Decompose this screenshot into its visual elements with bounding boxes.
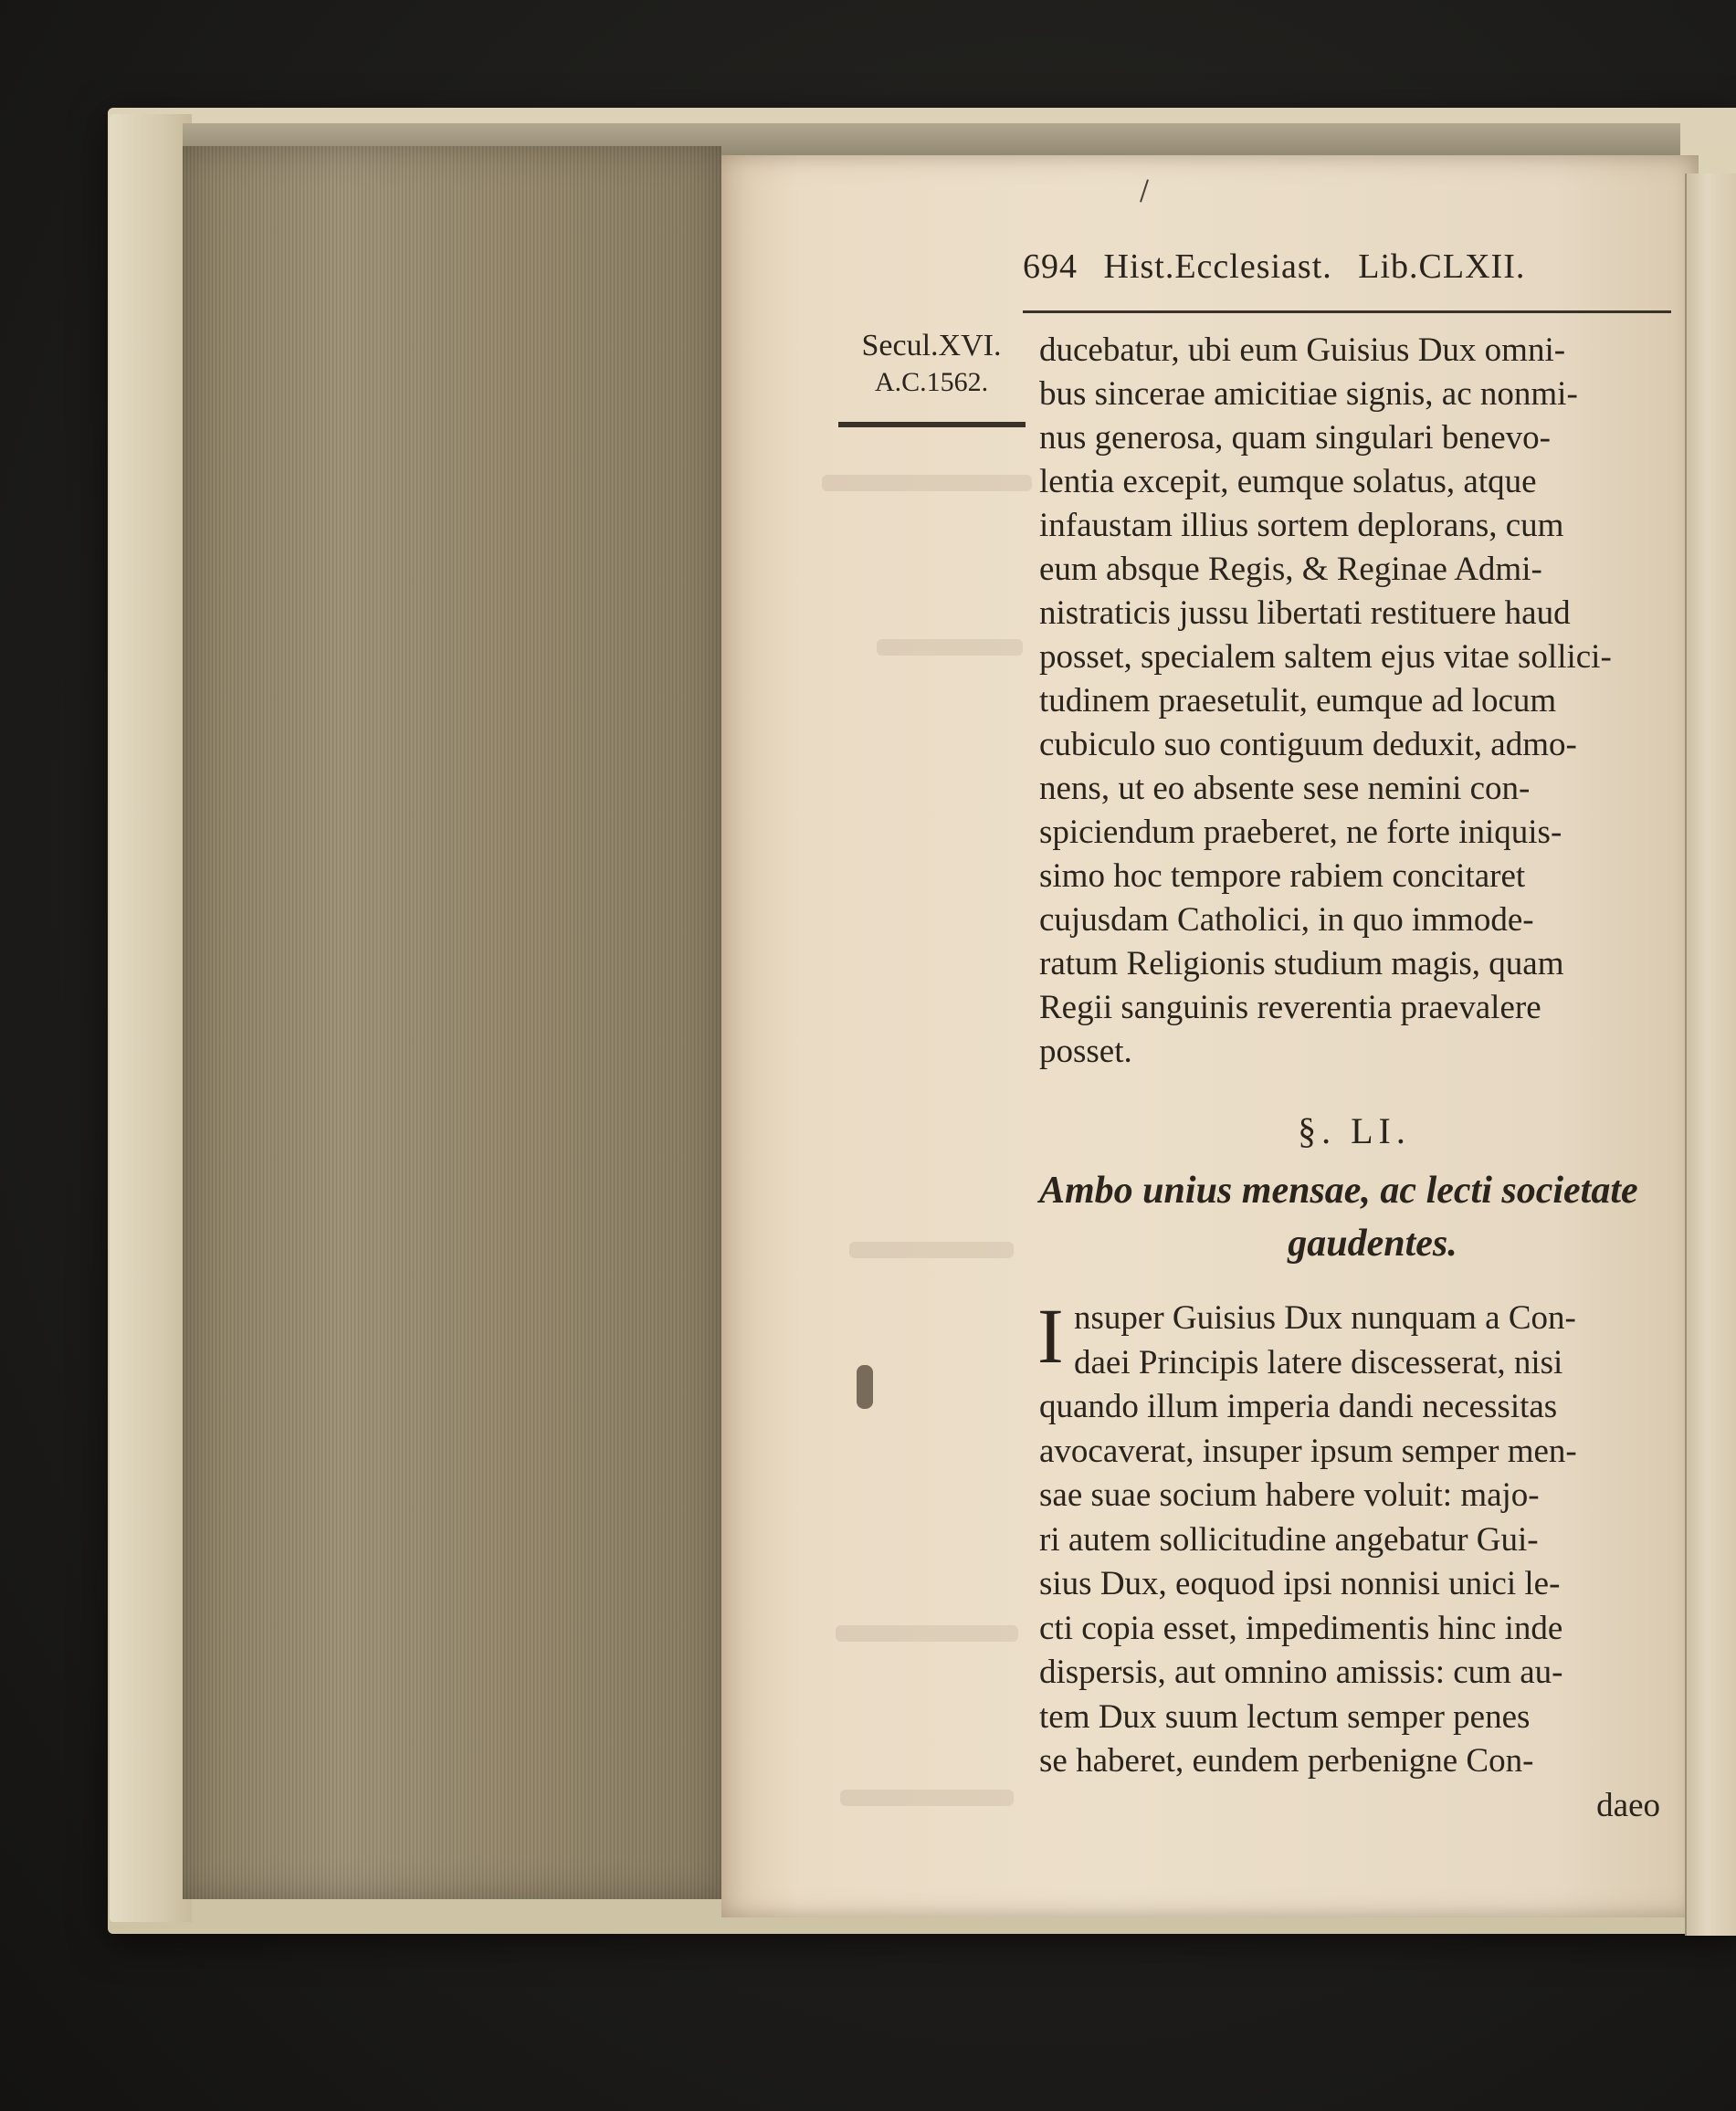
margin-year: A.C.1562.: [874, 367, 989, 397]
running-title: Hist.Ecclesiast.: [1103, 247, 1332, 286]
text-line: eum absque Regis, & Reginae Admi-: [1039, 551, 1542, 588]
text-line: ducebatur, ubi eum Guisius Dux omni-: [1039, 331, 1566, 369]
text-line: se haberet, eundem perbenigne Con-: [1039, 1742, 1534, 1780]
book-number: Lib.CLXII.: [1358, 247, 1526, 286]
text-line: dispersis, aut omnino amissis: cum au-: [1039, 1654, 1563, 1691]
text-line: infaustam illius sortem deplorans, cum: [1039, 507, 1564, 544]
text-line: Regii sanguinis reverentia praevalere: [1039, 989, 1541, 1026]
text-line: ratum Religionis studium magis, quam: [1039, 945, 1564, 982]
section-number: §. LI.: [1298, 1110, 1411, 1151]
show-through-mark: [822, 475, 1032, 491]
text-line: sius Dux, eoquod ipsi nonnisi unici le-: [1039, 1565, 1561, 1602]
text-line: bus sincerae amicitiae signis, ac nonmi-: [1039, 375, 1578, 413]
margin-rule: [838, 422, 1026, 427]
section-title-line: Ambo unius mensae, ac lecti societate: [1039, 1170, 1638, 1212]
text-line: daei Principis latere discesserat, nisi: [1074, 1343, 1563, 1381]
section-title-line: gaudentes.: [1288, 1223, 1457, 1265]
text-line: cujusdam Catholici, in quo immode-: [1039, 901, 1534, 939]
text-line: tudinem praesetulit, eumque ad locum: [1039, 682, 1557, 719]
text-line: cubiculo suo contiguum deduxit, admo-: [1039, 726, 1577, 763]
text-line: nens, ut eo absente sese nemini con-: [1039, 770, 1531, 807]
text-line: simo hoc tempore rabiem concitaret: [1039, 857, 1526, 895]
cover-flap: [110, 114, 192, 1922]
ink-stain: [857, 1365, 873, 1409]
text-line: cti copia esset, impedimentis hinc inde: [1039, 1609, 1563, 1647]
margin-century: Secul.XVI.: [861, 329, 1002, 362]
show-through-mark: [849, 1242, 1014, 1258]
text-line: tem Dux suum lectum semper penes: [1039, 1697, 1531, 1736]
text-line: sae suae socium habere voluit: majo-: [1039, 1476, 1540, 1514]
text-line: nsuper Guisius Dux nunquam a Con-: [1074, 1299, 1576, 1337]
text-line: posset.: [1039, 1033, 1132, 1070]
header-rule: [1023, 310, 1671, 313]
text-line: avocaverat, insuper ipsum semper men-: [1039, 1432, 1577, 1470]
show-through-mark: [877, 639, 1023, 656]
text-line: spiciendum praeberet, ne forte iniquis-: [1039, 814, 1562, 851]
margin-note: [831, 327, 1032, 400]
text-line: ri autem sollicitudine angebatur Gui-: [1039, 1520, 1539, 1559]
page-number: 694: [1023, 247, 1078, 286]
text-line: nus generosa, quam singulari benevo-: [1039, 419, 1551, 457]
drop-cap: I: [1037, 1292, 1064, 1380]
running-head: [1023, 247, 1671, 301]
section-title: [1039, 1164, 1669, 1270]
catchword: daeo: [1596, 1786, 1660, 1824]
show-through-mark: [836, 1625, 1018, 1642]
paragraph-2: [1037, 1292, 1669, 1828]
text-line: nistraticis jussu libertati restituere haud: [1039, 594, 1571, 632]
text-line: posset, specialem saltem ejus vitae sollici-: [1039, 638, 1612, 676]
show-through-mark: [840, 1790, 1014, 1806]
text-line: lentia excepit, eumque solatus, atque: [1039, 463, 1537, 500]
paragraph-1: [1039, 329, 1669, 1074]
page-block-fore-edge: [183, 146, 721, 1899]
facing-page-edge: [1685, 173, 1736, 1936]
text-line: quando illum imperia dandi necessitas: [1039, 1388, 1558, 1425]
